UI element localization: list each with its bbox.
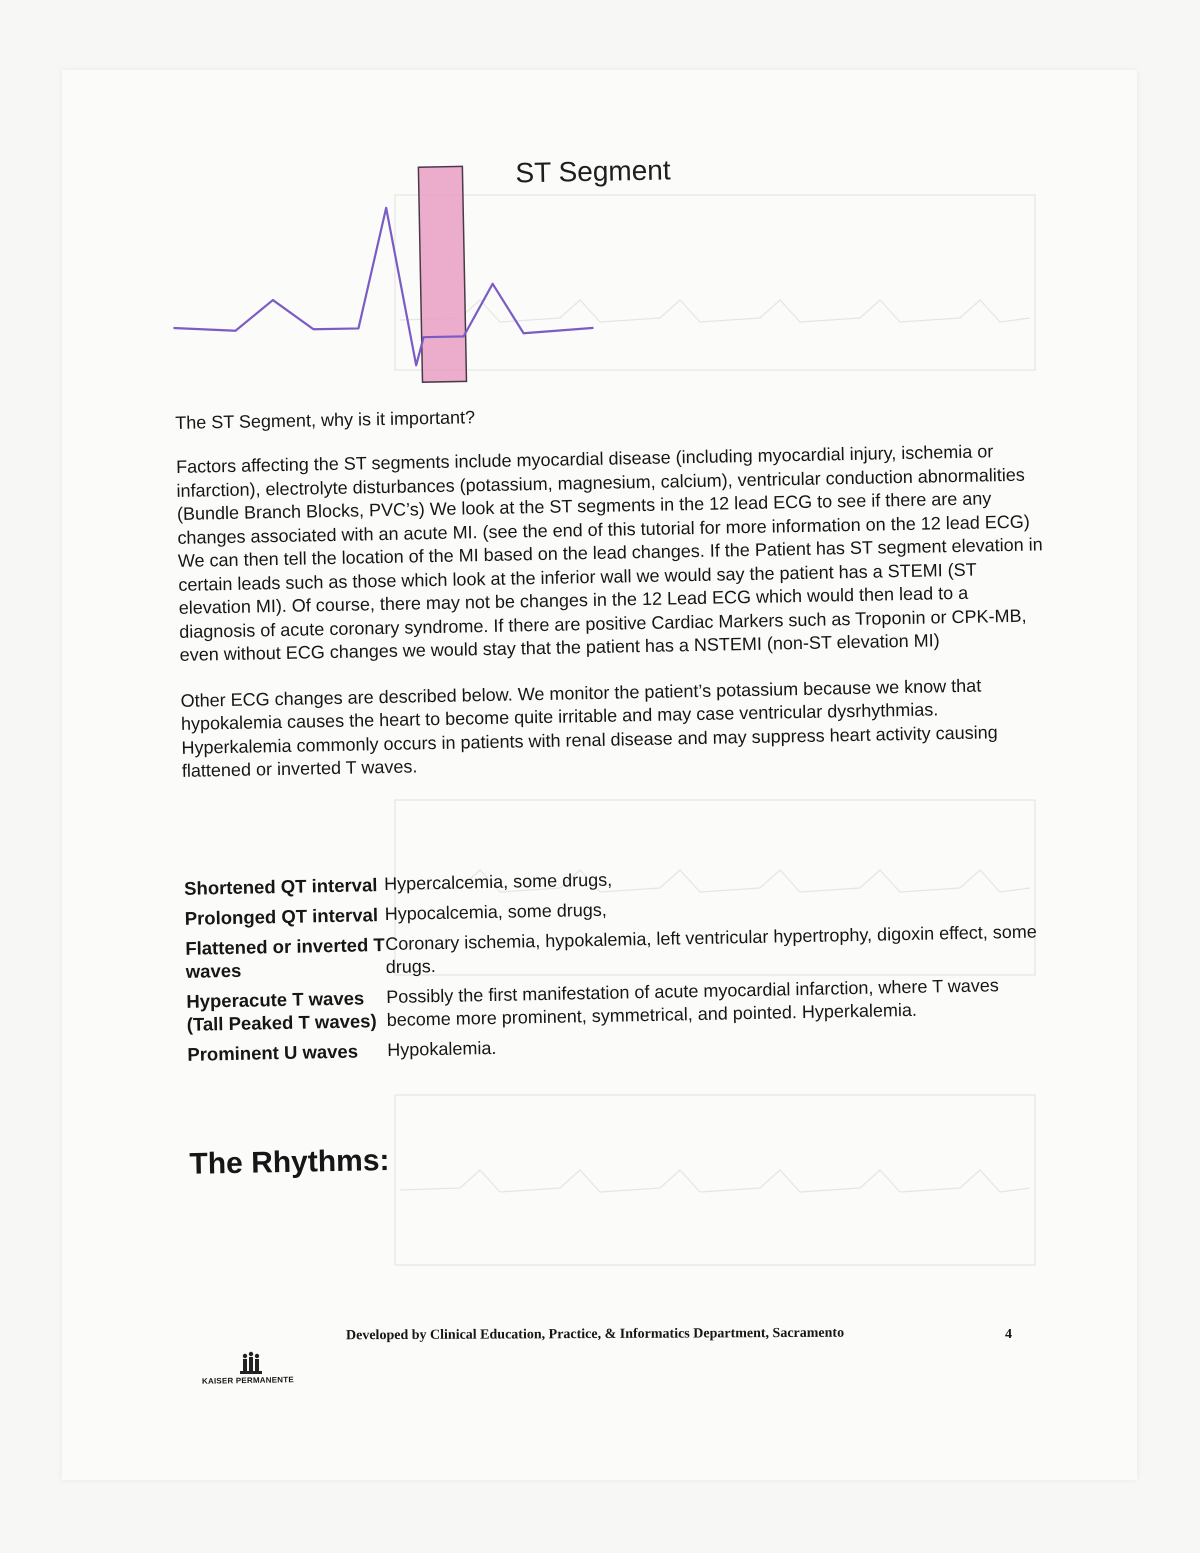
figure-title: ST Segment (515, 154, 671, 189)
ecg-change-description: Possibly the first manifestation of acute myocardial infarction, where T waves become more prominent, symmetrical, and pointed. Hyperkalemia. (386, 974, 999, 1030)
ecg-changes-table (184, 856, 1068, 1069)
intro-question: The ST Segment, why is it important? (175, 407, 476, 433)
page-content (170, 133, 1070, 1181)
ecg-change-description: Hypercalcemia, some drugs, (383, 869, 613, 894)
ecg-change-term: Shortened QT interval (183, 873, 378, 899)
ecg-change-term: Prolonged QT interval (184, 903, 379, 929)
ecg-change-term: Flattened or inverted T waves (185, 933, 385, 982)
paragraph-other-changes: Other ECG changes are described below. We monitor the patient’s potassium because we know that hypokalemia causes the heart to become quite irritable and may case ventricular dysrhythmias. Hyperkalemia commonly occurs in patients with renal disease and may suppress heart activity causing flattened or inverted T waves. (180, 675, 998, 781)
ecg-change-description: Coronary ischemia, hypokalemia, left ventricular hypertrophy, digoxin effect, some drugs. (385, 921, 1037, 977)
st-segment-figure (170, 133, 1055, 405)
st-segment-highlight (418, 166, 466, 382)
ecg-change-term: Hyperacute T waves (Tall Peaked T waves) (186, 986, 377, 1035)
paragraph-st-factors: Factors affecting the ST segments include myocardial disease (including myocardial injury, ischemia or infarction), electrolyte disturbances (potassium, magnesium, calcium), ventricular conduction abnormalities (Bundle Branch Blocks, PVC’s) We look at the ST segments in the 12 lead ECG to see if there are any changes associated with an acute MI. (see the end of this tutorial for more information on the 12 lead ECG) We can then tell the location of the MI based on the lead changes. If the Patient has ST segment elevation in certain leads such as those which look at the inferior wall we would say the patient has a STEMI (ST elevation MI). Of course, there may not be changes in the 12 Lead ECG which would then lead to a diagnosis of acute coronary syndrome. If there are positive Cardiac Markers such as Troponin or CPK-MB, even without ECG changes we would stay that the patient has a NSTEMI (non-ST elevation MI) (175, 441, 1043, 665)
page-number: 4 (1005, 1327, 1012, 1342)
ecg-change-description: Hypokalemia. (387, 1037, 497, 1060)
ecg-change-description: Hypocalcemia, some drugs, (384, 899, 607, 924)
section-heading: The Rhythms: (189, 1143, 390, 1181)
ecg-waveform (171, 204, 594, 370)
footer-credit: Developed by Clinical Education, Practice, & Informatics Department, Sacramento (345, 1325, 845, 1344)
logo-wordmark: KAISER PERMANENTE (201, 1375, 294, 1386)
ecg-change-term: Prominent U waves (187, 1040, 359, 1065)
